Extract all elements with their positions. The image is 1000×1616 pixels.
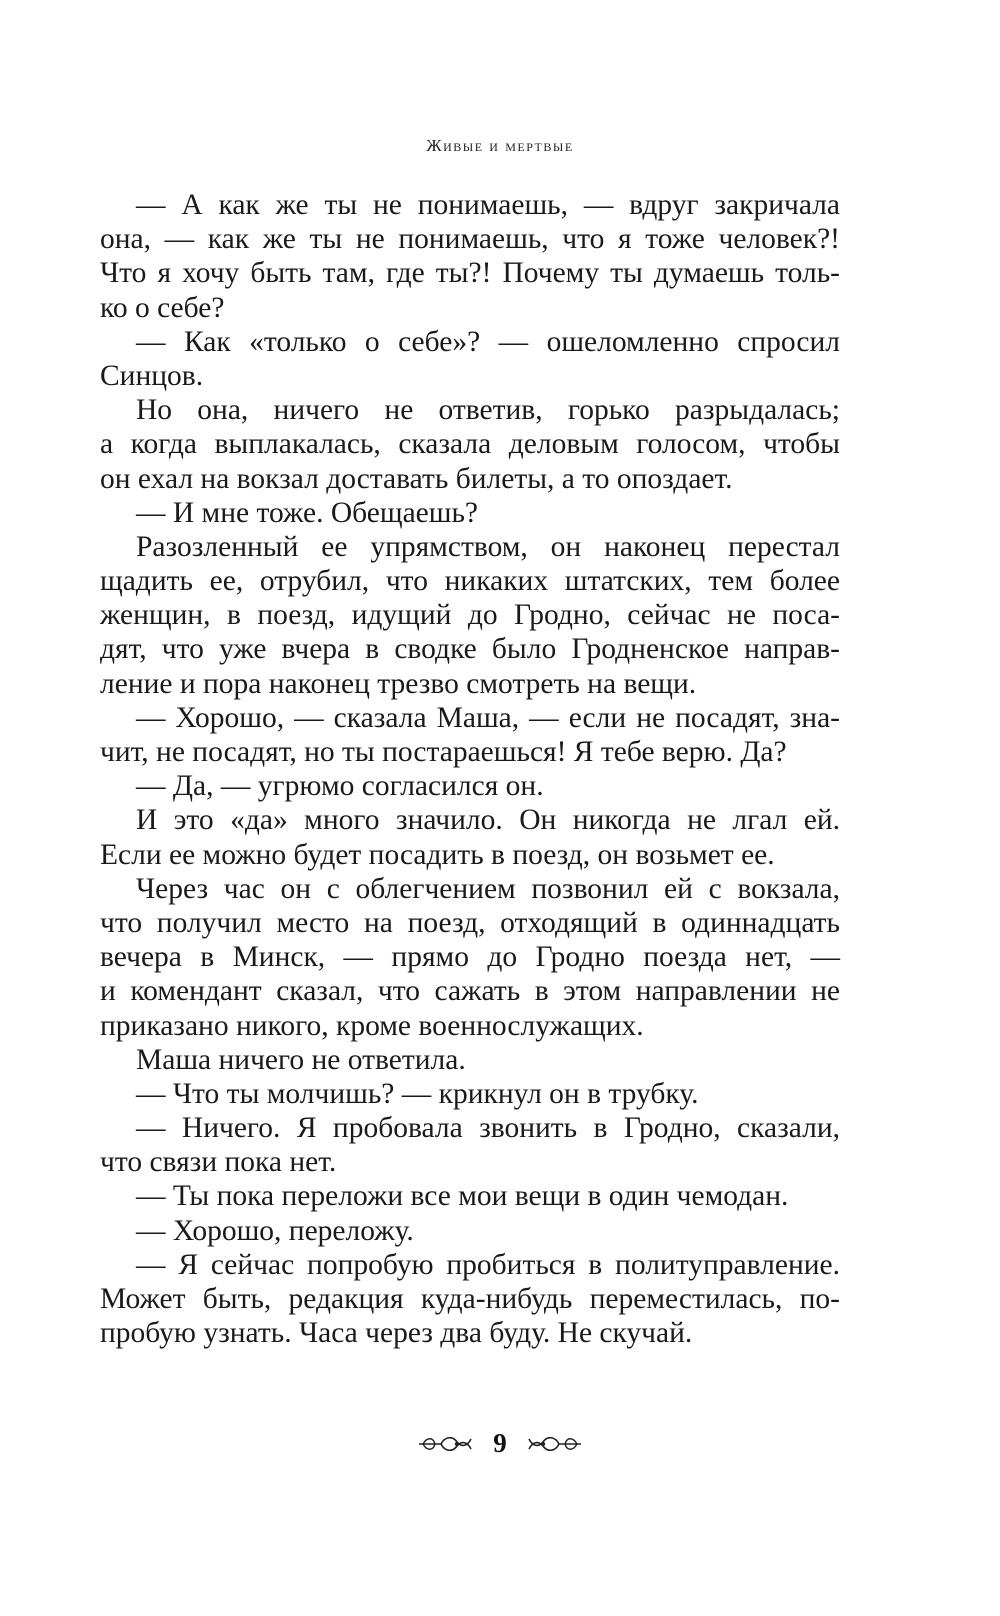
text-line: щадить ее, отрубил, что никаких штатских, тем более — [100, 565, 840, 598]
text-line: чит, не посадят, но ты постараешься! Я тебе верю. Да? — [100, 736, 787, 768]
text-line: Что я хочу быть там, где ты?! Почему ты думаешь толь- — [100, 257, 840, 290]
text-line: — Я сейчас попробую пробиться в политуправление. — [136, 1248, 840, 1281]
text-line: — Хорошо, — сказала Маша, — если не посадят, зна- — [136, 701, 840, 734]
page-number: 9 — [493, 1428, 507, 1458]
text-line: вечера в Минск, — прямо до Гродно поезда нет, — — [100, 941, 840, 974]
text-line: — А как же ты не понимаешь, — вдруг закричала — [136, 189, 840, 221]
text-line: — Ты пока переложи все мои вещи в один чемодан. — [136, 1180, 789, 1213]
text-line: Если ее можно будет посадить в поезд, он возьмет ее. — [100, 838, 775, 871]
text-line: Синцов. — [100, 359, 204, 392]
text-line: Может быть, редакция куда-нибудь переместилась, по- — [100, 1283, 840, 1315]
left-ornament-icon — [417, 1433, 475, 1455]
text-line: Через час он с облегчением позвонил ей с вокзала, — [136, 872, 840, 905]
text-line: Разозленный ее упрямством, он наконец перестал — [136, 530, 840, 563]
text-line: ко о себе? — [100, 291, 225, 324]
text-line: женщин, в поезд, идущий до Гродно, сейчас не поса- — [100, 599, 840, 632]
text-line: она, — как же ты не понимаешь, что я тоже человек?! — [100, 223, 840, 256]
running-head: Живые и мертвые — [426, 136, 574, 155]
text-line: — Ничего. Я пробовала звонить в Гродно, сказали, — [136, 1112, 840, 1145]
text-line: И это «да» много значило. Он никогда не лгал ей. — [136, 804, 840, 837]
text-line: Но она, ничего не ответив, горько разрыдалась; — [136, 394, 840, 427]
text-line: он ехал на вокзал доставать билеты, а то опоздает. — [100, 462, 733, 495]
body-text — [100, 188, 840, 1350]
text-line: а когда выплакалась, сказала деловым голосом, чтобы — [100, 428, 840, 461]
text-line: что связи пока нет. — [100, 1146, 337, 1179]
text-line: — Как «только о себе»? — ошеломленно спросил — [136, 325, 840, 358]
text-line: дят, что уже вчера в сводке было Гродненское направ- — [100, 633, 840, 666]
text-line: — И мне тоже. Обещаешь? — [136, 496, 479, 529]
text-line: приказано никого, кроме военнослужащих. — [100, 1009, 644, 1042]
text-line: — Что ты молчишь? — крикнул он в трубку. — [136, 1077, 699, 1110]
text-line: что получил место на поезд, отходящий в одиннадцать — [100, 906, 840, 939]
text-line: и комендант сказал, что сажать в этом направлении не — [100, 975, 840, 1008]
text-line: Маша ничего не ответила. — [136, 1043, 466, 1076]
text-line: пробую узнать. Часа через два буду. Не скучай. — [100, 1317, 693, 1350]
text-line: ление и пора наконец трезво смотреть на вещи. — [100, 667, 697, 700]
right-ornament-icon — [525, 1433, 583, 1455]
page-folio — [0, 1428, 1000, 1459]
text-line: — Хорошо, переложу. — [136, 1214, 414, 1247]
text-line: — Да, — угрюмо согласился он. — [136, 770, 544, 803]
